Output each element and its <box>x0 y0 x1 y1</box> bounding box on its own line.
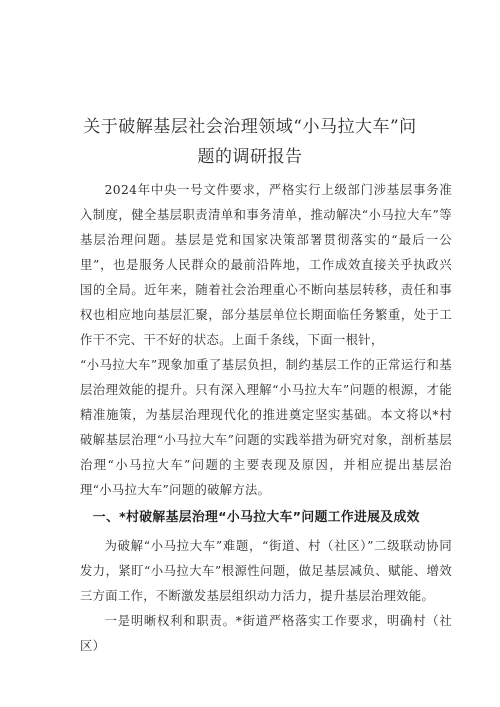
document-title <box>60 112 440 172</box>
document-body <box>80 178 452 659</box>
title-line-2: 题的调研报告 <box>197 147 303 167</box>
paragraph-section-2: 一是明晰权利和职责。*街道严格落实工作要求，明确村（社区） <box>80 614 452 653</box>
paragraph-intro-continued: “小马拉大车”现象加重了基层负担，制约基层工作的正常运行和基层治理效能的提升。只有深入理解“小马拉大车”问题的根源，才能精准施策，为基层治理现代化的推进奠定坚实基础。本文将以*村破解基层治理“小马拉大车”问题的实践举措为研究对象，剖析基层治理“小马拉大车”问题的主要表现及原因，并相应提出基层治理“小马拉大车”问题的破解方法。 <box>80 358 452 497</box>
paragraph-section-1: 为破解“小马拉大车”难题，“街道、村（社区）”二级联动协同发力，紧盯“小马拉大车”根源性问题，做足基层减负、赋能、增效三方面工作，不断激发基层组织动力活力，提升基层治理效能。 <box>80 539 452 603</box>
paragraph-intro: 2024年中央一号文件要求，严格实行上级部门涉基层事务准入制度，健全基层职责清单和事务清单，推动解决“小马拉大车”等基层治理问题。基层是党和国家决策部署贯彻落实的“最后一公里”，也是服务人民群众的最前沿阵地，工作成效直接关乎执政兴国的全局。近年来，随着社会治理重心不断向基层转移，责任和事权也相应地向基层汇聚，部分基层单位长期面临任务繁重，处于工作干不完、干不好的状态。上面千条线，下面一根针， <box>80 183 452 347</box>
section-heading: 一、*村破解基层治理“小马拉大车”问题工作进展及成效 <box>92 510 420 525</box>
title-line-1: 关于破解基层社会治理领域“小马拉大车”问 <box>83 117 417 137</box>
